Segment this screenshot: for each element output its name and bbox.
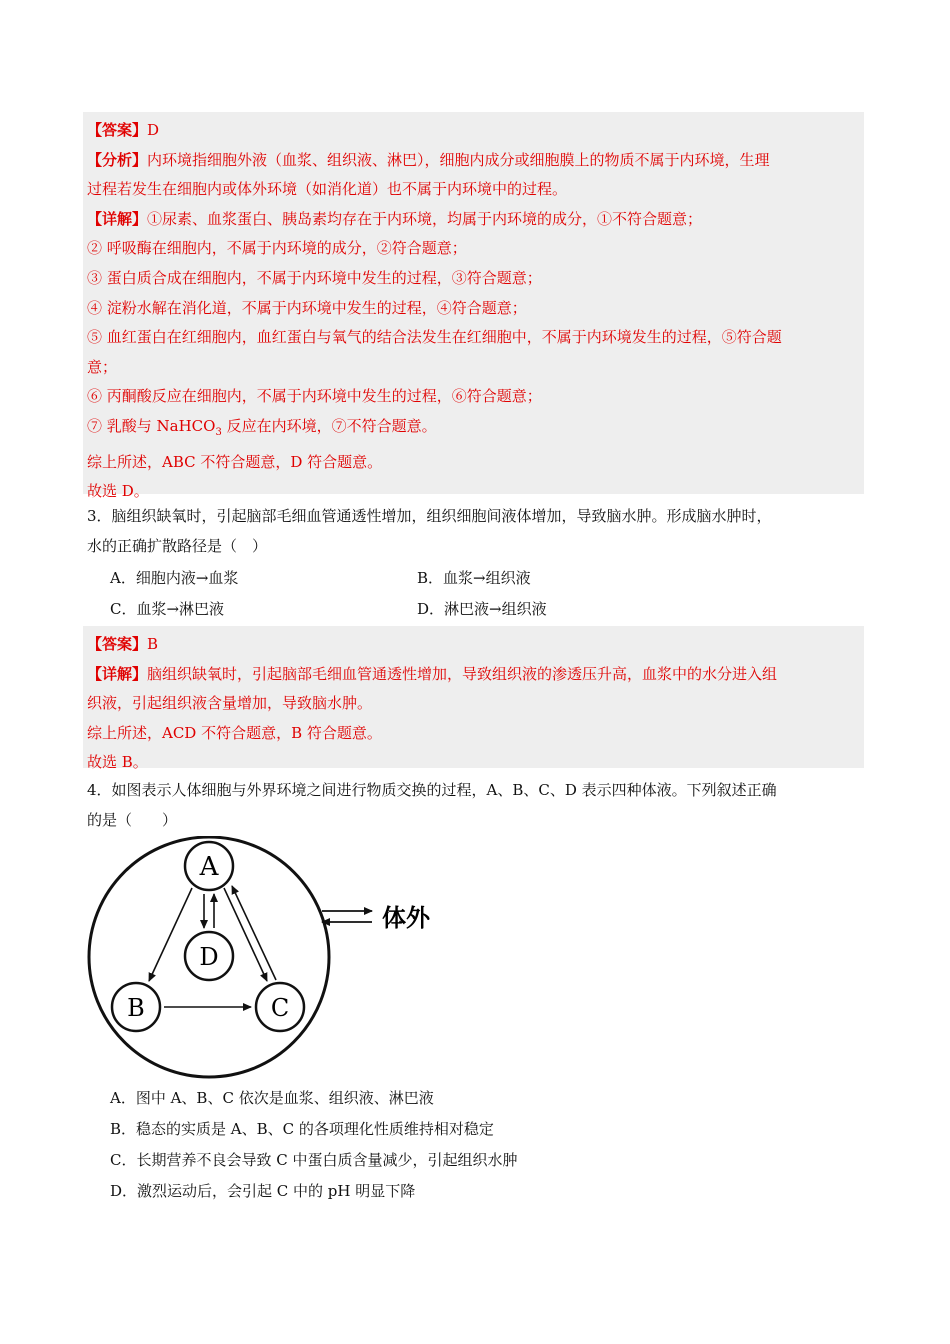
detail-line-5: ⑤ 血红蛋白在红细胞内，血红蛋白与氧气的结合法发生在红细胞中，不属于内环境发生的过程，⑤符合题 <box>87 328 782 347</box>
question-3-line-1: 3．脑组织缺氧时，引起脑部毛细血管通透性增加，组织细胞间液体增加，导致脑水肿。形成脑水肿时， <box>87 507 772 525</box>
node-a-label: A <box>199 852 219 882</box>
question-3-option-d: D．淋巴液→组织液 <box>417 600 547 618</box>
question-4-option-a: A．图中 A、B、C 依次是血浆、组织液、淋巴液 <box>110 1089 434 1107</box>
node-d-label: D <box>199 943 219 971</box>
detail-line-7: ⑥ 丙酮酸反应在细胞内，不属于内环境中发生的过程，⑥符合题意； <box>87 387 542 406</box>
outside-label: 体外 <box>382 904 430 932</box>
answer-block-2 <box>83 626 864 772</box>
summary-line: 综上所述，ABC 不符合题意，D 符合题意。 <box>87 452 383 471</box>
question-3-line-2: 水的正确扩散路径是（ ） <box>87 536 268 555</box>
body-fluid-diagram <box>86 836 446 1080</box>
question-4-option-c: C．长期营养不良会导致 C 中蛋白质含量减少，引起组织水肿 <box>110 1151 518 1169</box>
answer-value: D <box>147 121 160 139</box>
question-3-option-a: A．细胞内液→血浆 <box>110 569 239 587</box>
question-4-line-1: 4．如图表示人体细胞与外界环境之间进行物质交换的过程，A、B、C、D 表示四种体液。下列叙述正确 <box>87 781 777 799</box>
node-c-label: C <box>270 994 290 1022</box>
detail-line-1 <box>87 205 860 235</box>
detail-text-8a: ⑦ 乳酸与 NaHCO <box>87 416 216 435</box>
answer-block-1 <box>83 112 864 501</box>
question-4-line-2: 的是（ ） <box>87 810 178 829</box>
detail-text-1: ①尿素、血浆蛋白、胰岛素均存在于内环境，均属于内环境的成分，①不符合题意； <box>147 209 703 228</box>
choose-line-2: 故选 B。 <box>87 753 148 772</box>
summary-line-2: 综上所述，ACD 不符合题意，B 符合题意。 <box>87 723 382 742</box>
detail-line-2: ② 呼吸酶在细胞内，不属于内环境的成分，②符合题意； <box>87 239 467 258</box>
detail-line-4: ④ 淀粉水解在消化道，不属于内环境中发生的过程，④符合题意； <box>87 298 527 317</box>
arrow-a-to-b <box>149 888 192 981</box>
answer-value-2: B <box>147 635 159 653</box>
detail-line-8 <box>87 412 860 448</box>
detail-line-6: 意； <box>87 357 118 376</box>
detail2-line-2: 织液，引起组织液含量增加，导致脑水肿。 <box>87 694 373 713</box>
arrow-c-to-a <box>232 886 276 980</box>
answer-line <box>87 116 860 146</box>
question-4 <box>87 776 862 835</box>
question-3-option-b: B．血浆→组织液 <box>417 569 531 587</box>
analysis-tag: 【分析】 <box>87 150 148 169</box>
answer-tag: 【答案】 <box>87 121 148 139</box>
detail2-line-1 <box>87 660 860 690</box>
detail2-text-1: 脑组织缺氧时，引起脑部毛细血管通透性增加，导致组织液的渗透压升高，血浆中的水分进入组 <box>147 664 778 683</box>
question-3 <box>87 502 862 561</box>
answer-line-2 <box>87 630 860 660</box>
choose-line: 故选 D。 <box>87 482 149 501</box>
question-4-option-d: D．激烈运动后，会引起 C 中的 pH 明显下降 <box>110 1182 416 1200</box>
detail-text-8b: 反应在内环境，⑦不符合题意。 <box>221 416 437 435</box>
answer-tag-2: 【答案】 <box>87 635 148 653</box>
detail-tag: 【详解】 <box>87 209 148 228</box>
detail-line-3: ③ 蛋白质合成在细胞内，不属于内环境中发生的过程，③符合题意； <box>87 268 542 287</box>
detail-tag-2: 【详解】 <box>87 664 148 683</box>
analysis-line-1 <box>87 146 860 176</box>
question-4-option-b: B．稳态的实质是 A、B、C 的各项理化性质维持相对稳定 <box>110 1120 494 1138</box>
question-3-option-c: C．血浆→淋巴液 <box>110 600 225 618</box>
analysis-line-2: 过程若发生在细胞内或体外环境（如消化道）也不属于内环境中的过程。 <box>87 180 568 199</box>
subscript-3: 3 <box>215 426 222 438</box>
node-b-label: B <box>127 994 145 1022</box>
analysis-text-1: 内环境指细胞外液（血浆、组织液、淋巴），细胞内成分或细胞膜上的物质不属于内环境，生理 <box>147 150 770 169</box>
